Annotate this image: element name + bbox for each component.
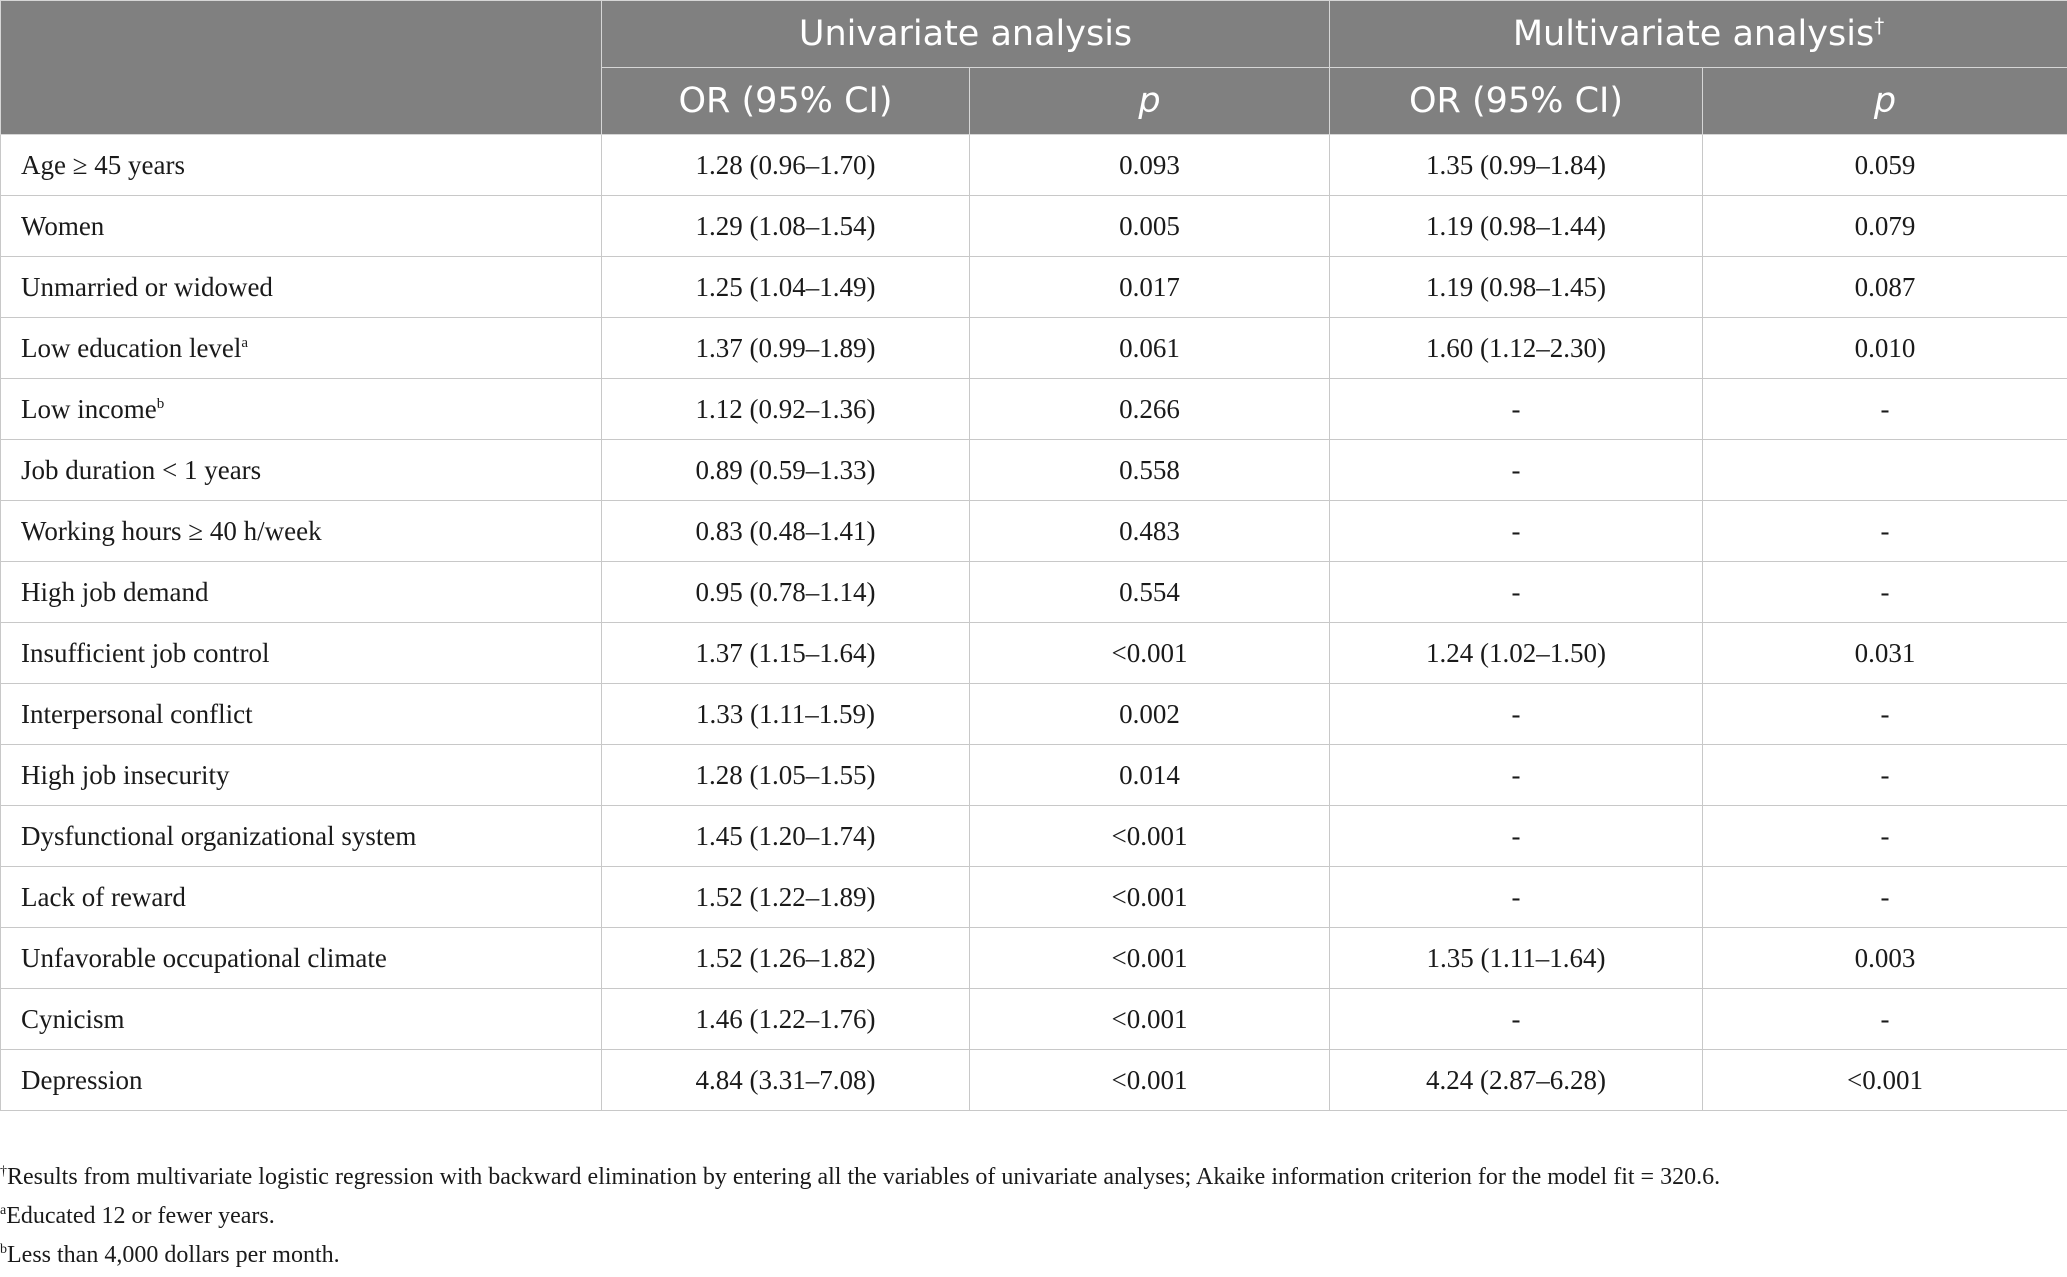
multivariate-p-cell: - [1703,806,2067,867]
multivariate-p-cell: - [1703,989,2067,1050]
footnote-mark: † [0,1164,7,1179]
univariate-group-label: Univariate analysis [798,14,1133,54]
univariate-p-cell: <0.001 [970,928,1330,989]
table-row [1,196,2067,257]
univariate-or-cell: 1.52 (1.26–1.82) [602,928,970,989]
univariate-or-cell: 1.37 (1.15–1.64) [602,623,970,684]
header-variable-cell [1,1,602,135]
univariate-or-cell: 1.52 (1.22–1.89) [602,867,970,928]
table-body [1,135,2067,1111]
multivariate-or-cell: - [1330,501,1703,562]
variable-cell [1,623,602,684]
univariate-or-cell: 1.46 (1.22–1.76) [602,989,970,1050]
variable-cell [1,745,602,806]
table-row [1,623,2067,684]
variable-cell [1,562,602,623]
variable-label: Interpersonal conflict [21,698,253,729]
univariate-or-cell: 0.83 (0.48–1.41) [602,501,970,562]
multivariate-or-cell: - [1330,684,1703,745]
univariate-p-cell: 0.483 [970,501,1330,562]
variable-cell [1,196,602,257]
variable-label: Insufficient job control [21,637,270,668]
variable-label: Low income [21,393,157,424]
multivariate-or-cell: - [1330,379,1703,440]
table-row [1,928,2067,989]
multivariate-p-cell: - [1703,745,2067,806]
multivariate-p-cell: 0.003 [1703,928,2067,989]
multivariate-or-cell: - [1330,806,1703,867]
variable-label: Dysfunctional organizational system [21,820,417,851]
multivariate-p-cell: - [1703,501,2067,562]
variable-label: Low education level [21,332,242,363]
variable-label: Age ≥ 45 years [21,149,186,180]
multivariate-or-cell: - [1330,745,1703,806]
variable-cell [1,684,602,745]
footnote [0,1197,2067,1236]
univariate-p-cell: 0.002 [970,684,1330,745]
footnote-text: Results from multivariate logistic regression with backward elimination by entering all the variables of univariate analyses; Akaike information criterion for the model fit = 320.6. [7,1164,1721,1190]
footnote-mark: b [0,1242,7,1257]
multivariate-dagger-mark: † [1874,13,1885,38]
univariate-p-cell: <0.001 [970,806,1330,867]
variable-cell [1,928,602,989]
univariate-or-cell: 1.25 (1.04–1.49) [602,257,970,318]
variable-label: Unmarried or widowed [21,271,273,302]
multivariate-or-cell: 1.35 (1.11–1.64) [1330,928,1703,989]
univariate-p-cell: <0.001 [970,989,1330,1050]
variable-cell [1,989,602,1050]
variable-label: Depression [21,1064,143,1095]
multivariate-p-cell: - [1703,684,2067,745]
footnote-text: Educated 12 or fewer years. [6,1203,275,1229]
header-multi-or: OR (95% CI) [1330,68,1703,135]
footnote-mark: a [241,334,249,351]
table-row [1,867,2067,928]
univariate-or-cell: 1.37 (0.99–1.89) [602,318,970,379]
variable-label: Women [21,210,105,241]
multivariate-p-cell: 0.087 [1703,257,2067,318]
multivariate-or-cell: - [1330,562,1703,623]
multivariate-p-cell: 0.079 [1703,196,2067,257]
multivariate-group-label: Multivariate analysis [1512,14,1875,54]
footnote [0,1158,2067,1197]
multivariate-or-cell: 4.24 (2.87–6.28) [1330,1050,1703,1111]
table-row [1,135,2067,196]
table-row [1,379,2067,440]
variable-cell [1,135,602,196]
variable-cell [1,1050,602,1111]
variable-label: Unfavorable occupational climate [21,942,387,973]
multivariate-or-cell: 1.35 (0.99–1.84) [1330,135,1703,196]
variable-label: Job duration < 1 years [21,454,262,485]
header-uni-p: p [970,68,1330,135]
variable-cell [1,867,602,928]
table-row [1,989,2067,1050]
univariate-p-cell: 0.005 [970,196,1330,257]
univariate-p-cell: 0.558 [970,440,1330,501]
table-row [1,318,2067,379]
variable-cell [1,379,602,440]
header-row-groups [1,1,2067,68]
header-univariate-group [602,1,1330,68]
variable-cell [1,806,602,867]
table-row [1,684,2067,745]
header-multi-p: p [1703,68,2067,135]
variable-label: High job insecurity [21,759,230,790]
univariate-p-cell: 0.266 [970,379,1330,440]
univariate-or-cell: 0.89 (0.59–1.33) [602,440,970,501]
multivariate-or-cell: 1.19 (0.98–1.44) [1330,196,1703,257]
table-row [1,501,2067,562]
variable-label: Working hours ≥ 40 h/week [21,515,322,546]
variable-label: Cynicism [21,1003,125,1034]
multivariate-p-cell: 0.010 [1703,318,2067,379]
univariate-p-cell: <0.001 [970,867,1330,928]
multivariate-p-cell: - [1703,867,2067,928]
footnote-mark: b [156,395,165,412]
variable-cell [1,318,602,379]
univariate-or-cell: 0.95 (0.78–1.14) [602,562,970,623]
multivariate-p-cell: - [1703,562,2067,623]
multivariate-or-cell: 1.19 (0.98–1.45) [1330,257,1703,318]
multivariate-p-cell: 0.031 [1703,623,2067,684]
multivariate-or-cell: - [1330,989,1703,1050]
univariate-p-cell: <0.001 [970,623,1330,684]
variable-cell [1,440,602,501]
table-row [1,257,2067,318]
header-uni-or: OR (95% CI) [602,68,970,135]
variable-label: Lack of reward [21,881,186,912]
univariate-p-cell: <0.001 [970,1050,1330,1111]
univariate-or-cell: 4.84 (3.31–7.08) [602,1050,970,1111]
univariate-or-cell: 1.28 (1.05–1.55) [602,745,970,806]
footnote-mark: a [0,1203,7,1218]
univariate-p-cell: 0.093 [970,135,1330,196]
variable-cell [1,501,602,562]
footnote [0,1236,2067,1275]
table-row [1,1050,2067,1111]
multivariate-p-cell [1703,440,2067,501]
univariate-p-cell: 0.017 [970,257,1330,318]
univariate-p-cell: 0.554 [970,562,1330,623]
table-row [1,440,2067,501]
multivariate-p-cell: 0.059 [1703,135,2067,196]
header-multivariate-group [1330,1,2067,68]
univariate-p-cell: 0.014 [970,745,1330,806]
univariate-or-cell: 1.28 (0.96–1.70) [602,135,970,196]
multivariate-or-cell: - [1330,867,1703,928]
univariate-or-cell: 1.12 (0.92–1.36) [602,379,970,440]
univariate-p-cell: 0.061 [970,318,1330,379]
multivariate-or-cell: 1.60 (1.12–2.30) [1330,318,1703,379]
table-row [1,562,2067,623]
multivariate-p-cell: <0.001 [1703,1050,2067,1111]
univariate-or-cell: 1.33 (1.11–1.59) [602,684,970,745]
multivariate-or-cell: - [1330,440,1703,501]
univariate-or-cell: 1.45 (1.20–1.74) [602,806,970,867]
variable-label: High job demand [21,576,209,607]
multivariate-p-cell: - [1703,379,2067,440]
univariate-or-cell: 1.29 (1.08–1.54) [602,196,970,257]
table-row [1,806,2067,867]
footnote-text: Less than 4,000 dollars per month. [7,1242,340,1268]
multivariate-or-cell: 1.24 (1.02–1.50) [1330,623,1703,684]
table-row [1,745,2067,806]
table-footnotes [0,1158,2067,1275]
table-header [1,1,2067,135]
variable-cell [1,257,602,318]
